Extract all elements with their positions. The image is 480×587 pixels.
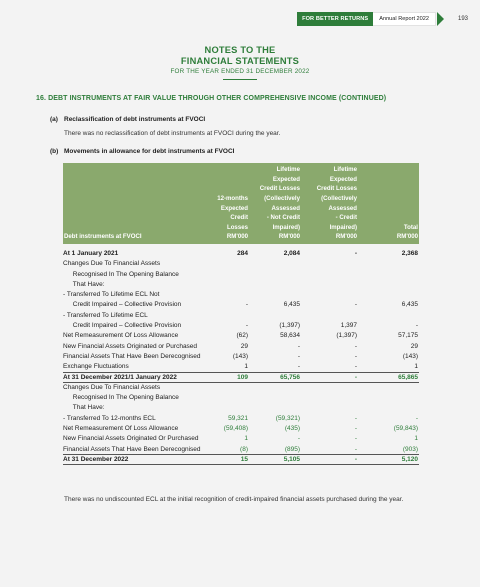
row-label: That Have:: [63, 280, 105, 288]
col-header-line: RM'000: [335, 233, 357, 241]
subsection-a-heading: [50, 116, 205, 123]
cell-value: 1,397: [340, 322, 357, 330]
cell-value: (8): [240, 445, 248, 453]
col-header-line: RM'000: [278, 233, 300, 241]
table-row: [63, 270, 419, 280]
table-row: [63, 290, 419, 300]
cell-value: 2,368: [401, 250, 418, 257]
cell-value: -: [354, 301, 357, 309]
cell-value: 2,084: [283, 250, 300, 257]
row-label: Recognised In The Opening Balance: [63, 270, 179, 278]
cell-value: -: [354, 342, 357, 350]
col-header-line: Lifetime: [276, 166, 300, 174]
cell-value: (59,321): [275, 414, 300, 422]
col-header-line: RM'000: [226, 233, 248, 241]
row-label: Credit Impaired – Collective Provision: [63, 301, 182, 309]
cell-value: -: [354, 445, 357, 453]
col-header-line: RM'000: [396, 233, 418, 241]
col-header-total: [397, 223, 418, 242]
table-header: [63, 163, 419, 244]
col-header-line: Lifetime: [333, 166, 357, 174]
col-header-line: (Collectively: [264, 195, 300, 203]
cell-value: 15: [240, 455, 248, 463]
col-header-line: Credit Losses: [316, 185, 357, 193]
cell-value: 1: [244, 435, 248, 443]
table-row: [63, 362, 419, 372]
row-label: That Have:: [63, 404, 105, 412]
cell-value: -: [354, 373, 357, 381]
cell-value: (143): [232, 352, 248, 360]
cell-value: 58,634: [280, 332, 300, 340]
header-tagline-bar: [297, 12, 444, 26]
row-label: At 1 January 2021: [63, 250, 119, 257]
cell-value: 1: [414, 435, 418, 443]
subsection-b-letter: (b): [50, 148, 59, 155]
cell-value: -: [245, 301, 248, 309]
col-header-line: Credit Losses: [259, 185, 300, 193]
col-header-line: Expected: [220, 204, 248, 212]
col-header-line: Expected: [272, 175, 300, 183]
cell-value: -: [354, 250, 357, 257]
subsection-a-letter: (a): [50, 116, 58, 123]
page-title-block: [0, 45, 480, 80]
cell-value: (1,397): [336, 332, 357, 340]
table-row: [63, 434, 419, 444]
cell-value: 284: [237, 250, 248, 257]
cell-value: 109: [237, 373, 248, 381]
cell-value: 1: [414, 363, 418, 371]
table-row: [63, 249, 419, 259]
col-header-line: Credit: [230, 214, 248, 222]
row-label: New Financial Assets Originated Or Purchased: [63, 435, 199, 443]
subsection-b-heading: [50, 148, 234, 155]
cell-value: -: [354, 352, 357, 360]
table-row: [63, 259, 419, 269]
table-row: [63, 300, 419, 310]
cell-value: -: [297, 352, 300, 360]
table-row: [63, 321, 419, 331]
cell-value: (1,397): [279, 322, 300, 330]
cell-value: (895): [284, 445, 300, 453]
col-header-line: (Collectively: [321, 195, 357, 203]
row-label: - Transferred To Lifetime ECL: [63, 311, 148, 319]
table-row: [63, 352, 419, 362]
cell-value: (59,408): [223, 425, 248, 433]
cell-value: 6,435: [401, 301, 418, 309]
cell-value: -: [354, 435, 357, 443]
cell-value: 65,756: [280, 373, 300, 381]
col-header-line: Total: [403, 223, 418, 231]
cell-value: -: [354, 363, 357, 371]
col-header-line: 12-months: [217, 195, 248, 203]
col-header-line: Impaired): [329, 223, 357, 231]
table-row: [63, 393, 419, 403]
cell-value: -: [354, 455, 357, 463]
cell-value: 59,321: [228, 414, 248, 422]
cell-value: (62): [236, 332, 248, 340]
report-name: Annual Report 2022: [373, 12, 436, 26]
page-period: FOR THE YEAR ENDED 31 DECEMBER 2022: [170, 68, 310, 75]
cell-value: -: [354, 414, 357, 422]
page-number: 193: [457, 16, 468, 22]
cell-value: -: [415, 414, 418, 422]
cell-value: -: [415, 322, 418, 330]
table-row: [63, 403, 419, 413]
cell-value: -: [354, 425, 357, 433]
title-divider: [223, 79, 257, 80]
row-label: Financial Assets That Have Been Derecognised: [63, 445, 201, 453]
subsection-b-title: Movements in allowance for debt instruments at FVOCI: [64, 148, 235, 155]
page-title-line2: FINANCIAL STATEMENTS: [180, 55, 300, 66]
row-label: Financial Assets That Have Been Derecognised: [63, 352, 201, 360]
table-row: [63, 342, 419, 352]
row-label: Changes Due To Financial Assets: [63, 383, 161, 391]
table-row: [63, 445, 419, 455]
row-label: Net Remeasurement Of Loss Allowance: [63, 425, 179, 433]
row-label: Credit Impaired – Collective Provision: [63, 322, 182, 330]
row-label: At 31 December 2021/1 January 2022: [63, 373, 177, 381]
table-row: [63, 331, 419, 341]
row-label: Recognised In The Opening Balance: [63, 394, 179, 402]
col-header-line: - Credit: [335, 214, 357, 222]
cell-value: (903): [402, 445, 418, 453]
subsection-a-title: Reclassification of debt instruments at FVOCI: [64, 116, 206, 123]
cell-value: 65,865: [398, 373, 418, 381]
tagline: FOR BETTER RETURNS: [297, 12, 373, 26]
row-label: - Transferred To Lifetime ECL Not: [63, 291, 160, 299]
col-header-line: Assessed: [271, 204, 300, 212]
col-header-description: Debt instruments at FVOCI: [64, 233, 142, 241]
row-label: Exchange Fluctuations: [63, 363, 129, 371]
table-row: [63, 311, 419, 321]
col-header-12m-ecl: [217, 194, 248, 242]
subsection-a-text: There was no reclassification of debt instruments at FVOCI during the year.: [64, 130, 281, 137]
cell-value: -: [245, 322, 248, 330]
chevron-right-icon: [437, 12, 444, 26]
cell-value: 29: [240, 342, 248, 350]
col-header-line: - Not Credit: [266, 214, 300, 222]
row-label: New Financial Assets Originated or Purchased: [63, 342, 198, 350]
cell-value: 57,175: [398, 332, 418, 340]
cell-value: 1: [244, 363, 248, 371]
cell-value: 5,120: [401, 455, 418, 463]
row-label: Net Remeasurement Of Loss Allowance: [63, 332, 179, 340]
page-title-line1: NOTES TO THE: [204, 45, 276, 55]
col-header-line: Expected: [329, 175, 357, 183]
cell-value: 5,105: [283, 455, 300, 463]
footnote: There was no undiscounted ECL at the initial recognition of credit-impaired financial assets purchased during the year.: [64, 496, 404, 503]
cell-value: -: [297, 363, 300, 371]
col-header-line: Impaired): [272, 223, 300, 231]
row-label: - Transferred To 12-months ECL: [63, 414, 156, 422]
table-row: [63, 414, 419, 424]
table-row: [63, 373, 419, 383]
cell-value: (143): [402, 352, 418, 360]
cell-value: -: [297, 342, 300, 350]
table-row: [63, 280, 419, 290]
row-label: At 31 December 2022: [63, 455, 129, 463]
cell-value: (435): [284, 425, 300, 433]
cell-value: (59,843): [393, 425, 418, 433]
row-label: Changes Due To Financial Assets: [63, 260, 161, 268]
table-body: [63, 249, 419, 465]
section-heading: 16. DEBT INSTRUMENTS AT FAIR VALUE THROUGH OTHER COMPREHENSIVE INCOME (CONTINUED): [36, 95, 387, 102]
table-row: [63, 424, 419, 434]
cell-value: -: [297, 435, 300, 443]
table-row: [63, 383, 419, 393]
cell-value: 6,435: [283, 301, 300, 309]
col-header-line: Assessed: [328, 204, 357, 212]
col-header-lifetime-not-impaired: [260, 165, 300, 242]
table-row: [63, 455, 419, 465]
cell-value: 29: [410, 342, 418, 350]
col-header-line: Losses: [226, 223, 248, 231]
col-header-lifetime-impaired: [317, 165, 357, 242]
